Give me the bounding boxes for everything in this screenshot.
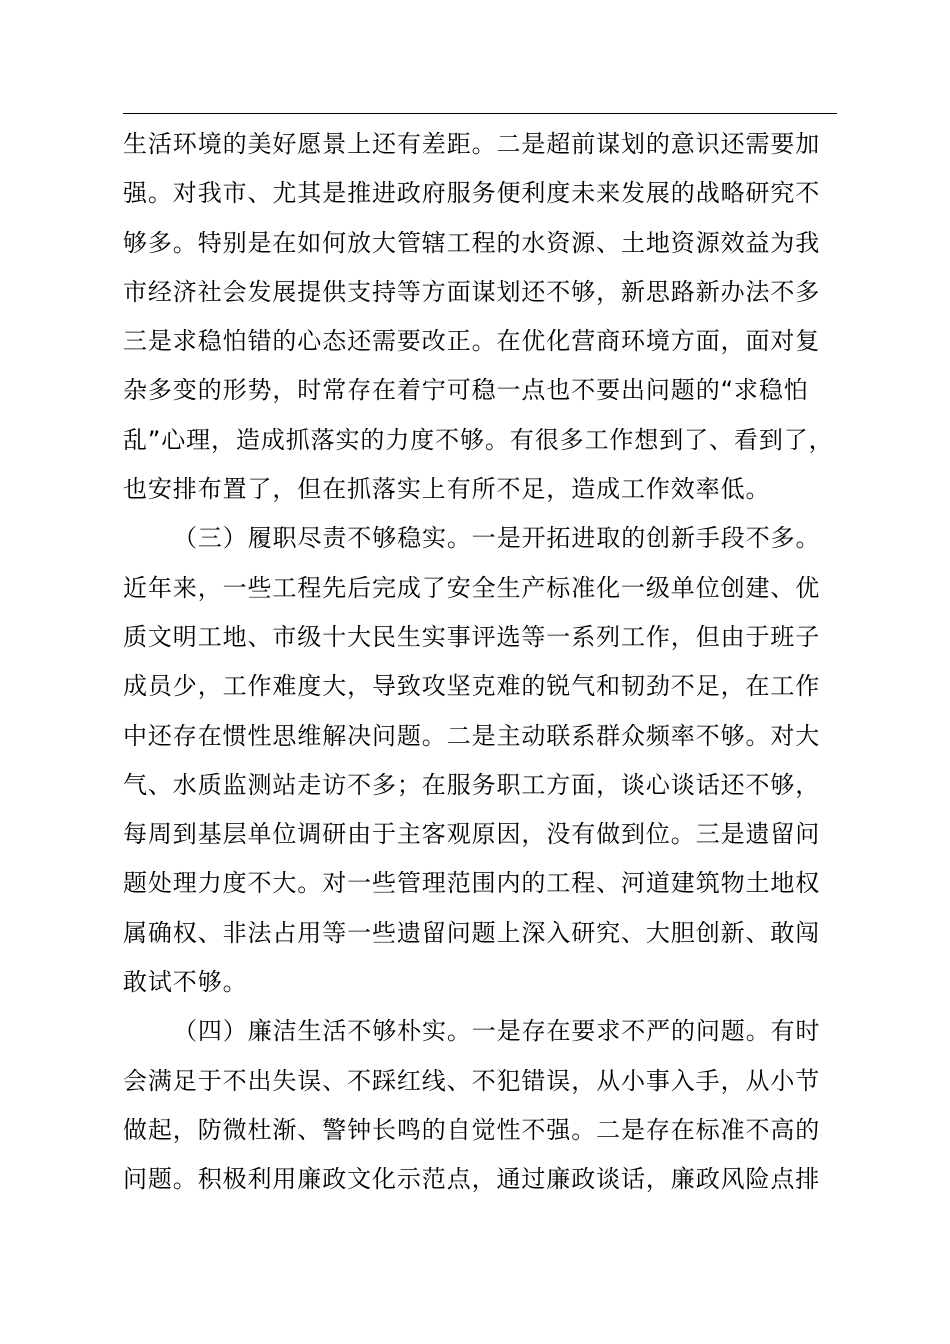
text-line-18: 敢试不够。	[123, 968, 248, 997]
section-heading-4: （四）廉洁生活不够朴实。一是存在要求不严的问题。有时	[173, 1017, 821, 1046]
header-rule	[123, 113, 837, 114]
body-text	[123, 120, 873, 1205]
text-line-12: 成员少，工作难度大，导致攻坚克难的锐气和韧劲不足，在工作	[123, 672, 821, 701]
text-line-11: 质文明工地、市级十大民生实事评选等一系列工作，但由于班子	[123, 622, 821, 651]
text-line-8: 也安排布置了，但在抓落实上有所不足，造成工作效率低。	[123, 475, 771, 504]
text-line-21: 做起，防微杜渐、警钟长鸣的自觉性不强。二是存在标准不高的	[123, 1115, 821, 1144]
text-line-5: 三是求稳怕错的心态还需要改正。在优化营商环境方面，面对复	[123, 327, 821, 356]
text-line-4: 市经济社会发展提供支持等方面谋划还不够，新思路新办法不多	[123, 277, 821, 306]
section-heading-3: （三）履职尽责不够稳实。一是开拓进取的创新手段不多。	[173, 524, 821, 553]
text-line-13: 中还存在惯性思维解决问题。二是主动联系群众频率不够。对大	[123, 721, 821, 750]
text-line-2: 强。对我市、尤其是推进政府服务便利度未来发展的战略研究不	[123, 179, 821, 208]
text-line-10: 近年来，一些工程先后完成了安全生产标准化一级单位创建、优	[123, 573, 821, 602]
text-line-20: 会满足于不出失误、不踩红线、不犯错误，从小事入手，从小节	[123, 1066, 821, 1095]
text-line-7: 乱”心理，造成抓落实的力度不够。有很多工作想到了、看到了，	[123, 425, 834, 454]
text-line-17: 属确权、非法占用等一些遗留问题上深入研究、大胆创新、敢闯	[123, 918, 821, 947]
text-line-22: 问题。积极利用廉政文化示范点，通过廉政谈话，廉政风险点排	[123, 1165, 821, 1194]
text-line-1: 生活环境的美好愿景上还有差距。二是超前谋划的意识还需要加	[123, 130, 821, 158]
text-line-16: 题处理力度不大。对一些管理范围内的工程、河道建筑物土地权	[123, 869, 821, 898]
text-line-6: 杂多变的形势，时常存在着宁可稳一点也不要出问题的“求稳怕	[123, 376, 809, 405]
text-line-3: 够多。特别是在如何放大管辖工程的水资源、土地资源效益为我	[123, 228, 821, 257]
text-line-15: 每周到基层单位调研由于主客观原因，没有做到位。三是遗留问	[123, 820, 821, 849]
text-line-14: 气、水质监测站走访不多；在服务职工方面，谈心谈话还不够，	[123, 770, 821, 799]
